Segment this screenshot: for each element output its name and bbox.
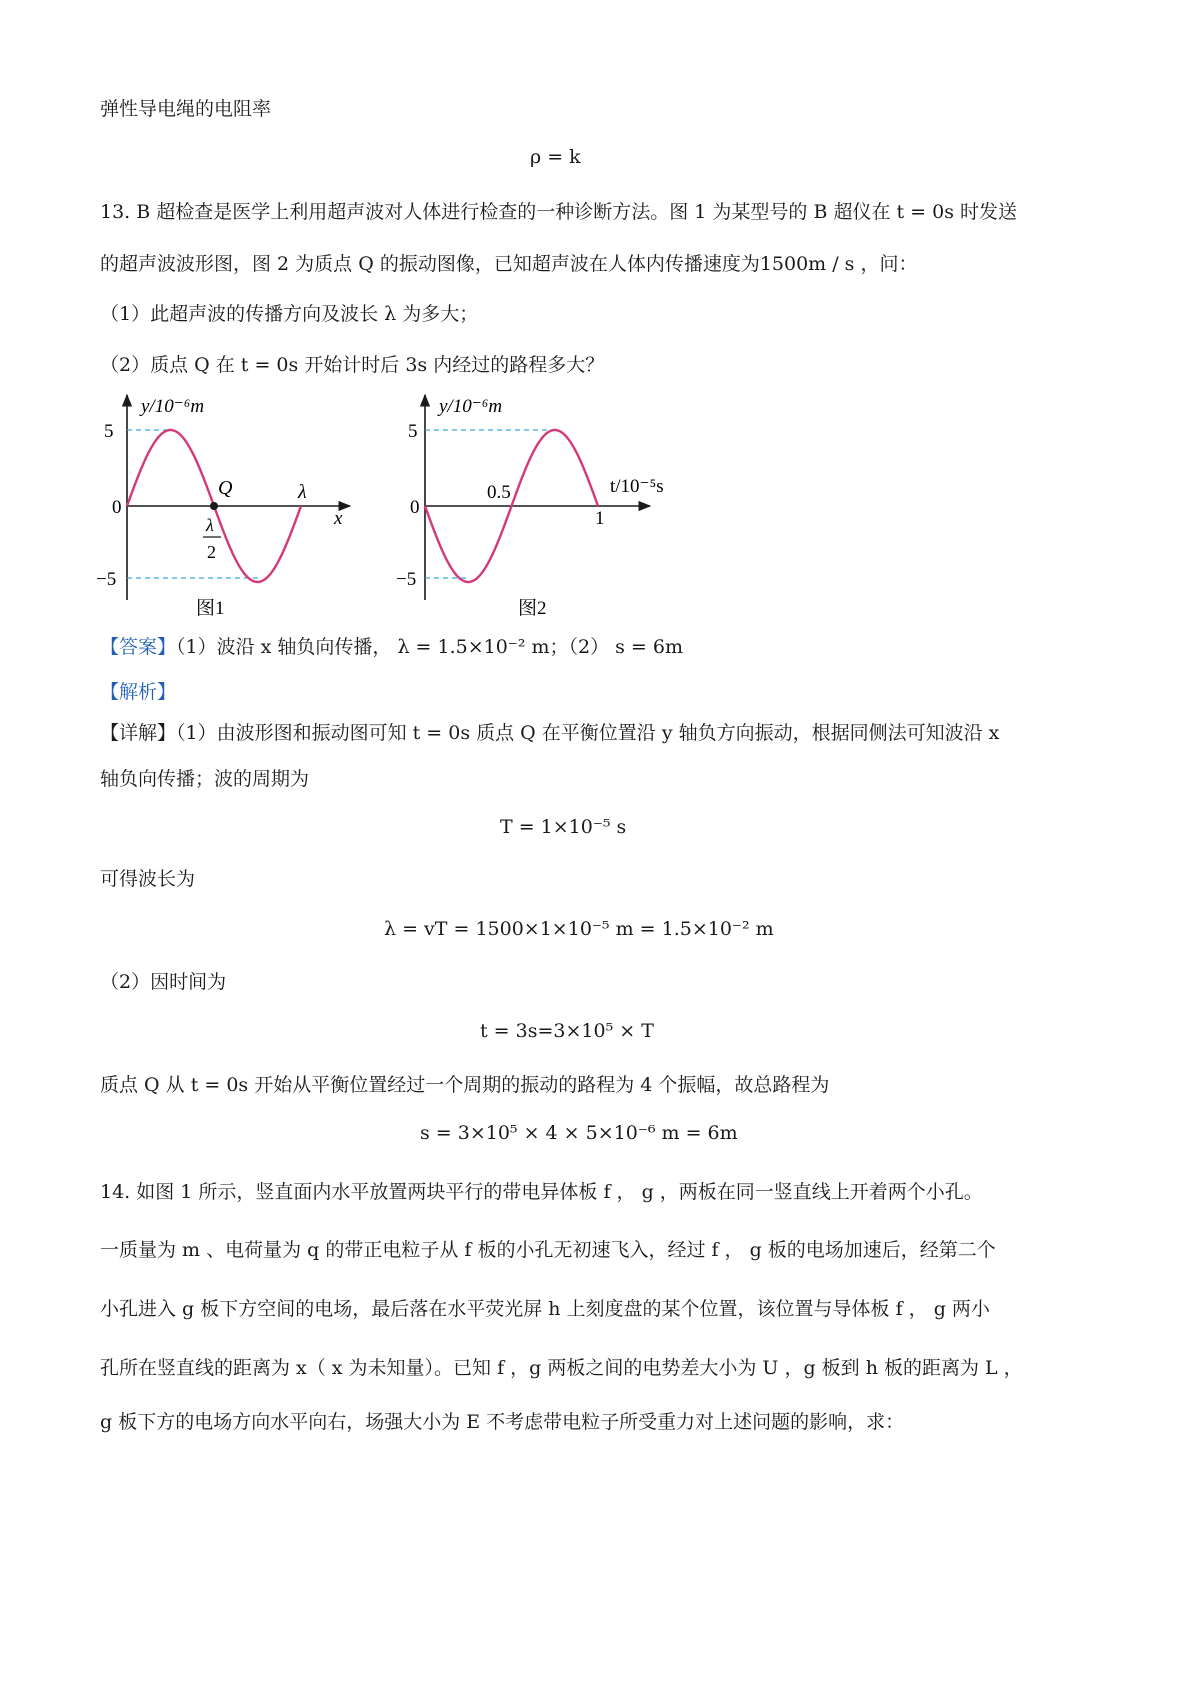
q14-line: g 板下方的电场方向水平向右，场强大小为 E 不考虑带电粒子所受重力对上述问题的影响，求： (100, 1411, 905, 1433)
answer-line (100, 634, 683, 660)
fig2-tick-m5: −5 (396, 569, 417, 590)
equation-wavelength: λ = vT = 1500×1×10⁻⁵ m = 1.5×10⁻² m (384, 918, 774, 940)
fig2-tick-5: 5 (408, 421, 418, 442)
detail-line: 质点 Q 从 t = 0s 开始从平衡位置经过一个周期的振动的路程为 4 个振幅，故总路程为 (100, 1074, 830, 1096)
text-line: 弹性导电绳的电阻率 (100, 98, 272, 120)
q14-line: 一质量为 m 、电荷量为 q 的带正电粒子从 f 板的小孔无初速飞入，经过 f ， g 板的电场加速后，经第二个 (100, 1239, 996, 1261)
fig1-tick-5: 5 (104, 421, 114, 442)
answer-label: 【答案】 (100, 636, 177, 658)
fig1-tick-0: 0 (112, 497, 122, 518)
answer-text: （1）波沿 x 轴负向传播， λ = 1.5×10⁻² m；（2） s = 6m (176, 636, 683, 658)
fig1-q-label: Q (218, 477, 233, 499)
fig1-half-den: 2 (207, 542, 216, 562)
figure-1 (96, 395, 350, 619)
figure-2 (396, 395, 664, 619)
fig2-tick-0: 0 (410, 497, 420, 518)
fig2-ylabel: y/10⁻⁶m (439, 396, 503, 417)
fig2-x-label: t/10⁻⁵s (610, 476, 664, 497)
q14-line: 小孔进入 g 板下方空间的电场，最后落在水平荧光屏 h 上刻度盘的某个位置，该位置与导体板 f ， g 两小 (100, 1298, 990, 1320)
equation-path: s = 3×10⁵ × 4 × 5×10⁻⁶ m = 6m (420, 1122, 738, 1144)
equation-period: T = 1×10⁻⁵ s (500, 816, 627, 838)
q13-line: 的超声波波形图，图 2 为质点 Q 的振动图像，已知超声波在人体内传播速度为1500m / s ，问： (100, 253, 918, 275)
detail-line: 可得波长为 (100, 868, 196, 890)
point-q (210, 502, 218, 510)
fig1-ylabel: y/10⁻⁶m (141, 396, 205, 417)
fig1-caption: 图1 (196, 598, 225, 619)
fig2-tick-one: 1 (595, 508, 605, 529)
detail-line: 轴负向传播；波的周期为 (100, 768, 310, 790)
fig1-x-label: x (334, 508, 343, 529)
fig1-tick-m5: −5 (96, 569, 117, 590)
equation-time: t = 3s=3×10⁵ × T (480, 1020, 654, 1042)
fig1-half-num: λ (206, 515, 214, 535)
q13-line: 13. B 超检查是医学上利用超声波对人体进行检查的一种诊断方法。图 1 为某型号的 B 超仪在 t = 0s 时发送 (100, 201, 1018, 223)
fig2-caption: 图2 (518, 598, 547, 619)
q14-line: 孔所在竖直线的距离为 x（ x 为未知量）。已知 f ，g 两板之间的电势差大小为 U ，g 板到 h 板的距离为 L ， (100, 1357, 1023, 1379)
equation-rho: ρ = k (530, 146, 581, 168)
wave-figures (90, 390, 710, 630)
fig1-lambda-label: λ (298, 481, 307, 503)
detail-line: 【详解】（1）由波形图和振动图可知 t = 0s 质点 Q 在平衡位置沿 y 轴负方向振动，根据同侧法可知波沿 x (100, 722, 1000, 744)
detail-line: （2）因时间为 (100, 971, 227, 993)
q13-sub2: （2）质点 Q 在 t = 0s 开始计时后 3s 内经过的路程多大？ (100, 354, 605, 376)
fig2-tick-half: 0.5 (487, 482, 511, 503)
q13-sub1: （1）此超声波的传播方向及波长 λ 为多大； (100, 303, 479, 325)
q14-line: 14. 如图 1 所示，竖直面内水平放置两块平行的带电异体板 f ， g ，两板在同一竖直线上开着两个小孔。 (100, 1181, 983, 1203)
analysis-label: 【解析】 (100, 681, 177, 703)
